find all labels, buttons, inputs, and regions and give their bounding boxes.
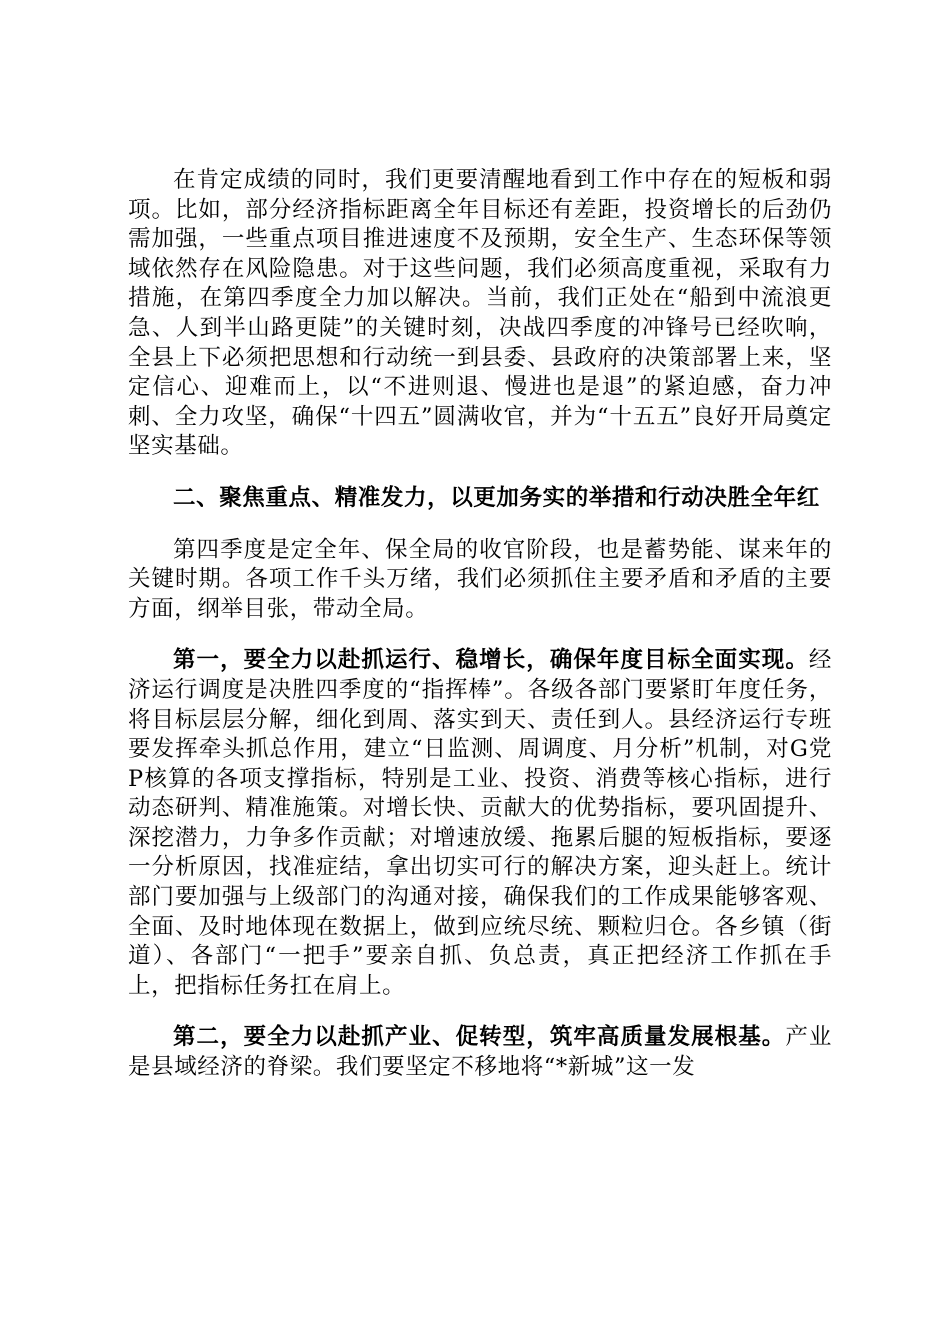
- paragraph-gap: [128, 462, 832, 484]
- paragraph-gap: [128, 1001, 832, 1023]
- paragraph-fourth-quarter: 第四季度是定全年、保全局的收官阶段，也是蓄势能、谋来年的关键时期。各项工作千头万绪，我们必须抓住主要矛盾和矛盾的主要方面，纲举目张，带动全局。: [128, 536, 832, 622]
- item-2-lead: 第二，要全力以赴抓产业、促转型，筑牢高质量发展根基。: [173, 1024, 786, 1051]
- paragraph-gap: [128, 514, 832, 536]
- item-1-body: 经济运行调度是决胜四季度的“指挥棒”。各级各部门要紧盯年度任务，将目标层层分解，细化到周、落实到天、责任到人。县经济运行专班要发挥牵头抓总作用，建立“日监测、周调度、月分析”机制，对G党P核算的各项支撑指标，特别是工业、投资、消费等核心指标，进行动态研判、精准施策。对增长快、贡献大的优势指标，要巩固提升、深挖潜力，力争多作贡献；对增速放缓、拖累后腿的短板指标，要逐一分析原因，找准症结，拿出切实可行的解决方案，迎头赶上。统计部门要加强与上级部门的沟通对接，确保我们的工作成果能够客观、全面、及时地体现在数据上，做到应统尽统、颗粒归仓。各乡镇（街道）、各部门“一把手”要亲自抓、负总责，真正把经济工作抓在手上，把指标任务扛在肩上。: [128, 647, 832, 999]
- paragraph-gap: [128, 624, 832, 646]
- paragraph-shortcomings: 在肯定成绩的同时，我们更要清醒地看到工作中存在的短板和弱项。比如，部分经济指标距离全年目标还有差距，投资增长的后劲仍需加强，一些重点项目推进速度不及预期，安全生产、生态环保等领域依然存在风险隐患。对于这些问题，我们必须高度重视，采取有力措施，在第四季度全力加以解决。当前，我们正处在“船到中流浪更急、人到半山路更陡”的关键时刻，决战四季度的冲锋号已经吹响，全县上下必须把思想和行动统一到县委、县政府的决策部署上来，坚定信心、迎难而上，以“不进则退、慢进也是退”的紧迫感，奋力冲刺、全力攻坚，确保“十四五”圆满收官，并为“十五五”良好开局奠定坚实基础。: [128, 167, 832, 460]
- item-2-body: 产业是县域经济的脊梁。我们要坚定不移地将“*新城”这一发: [128, 1024, 832, 1081]
- paragraph-item-1: [128, 646, 832, 1001]
- section-heading: 二、聚焦重点、精准发力，以更加务实的举措和行动决胜全年红: [173, 484, 820, 511]
- item-1-lead: 第一，要全力以赴抓运行、稳增长，确保年度目标全面实现。: [173, 647, 809, 674]
- document-page: [128, 166, 832, 1083]
- paragraph-item-2: [128, 1023, 832, 1082]
